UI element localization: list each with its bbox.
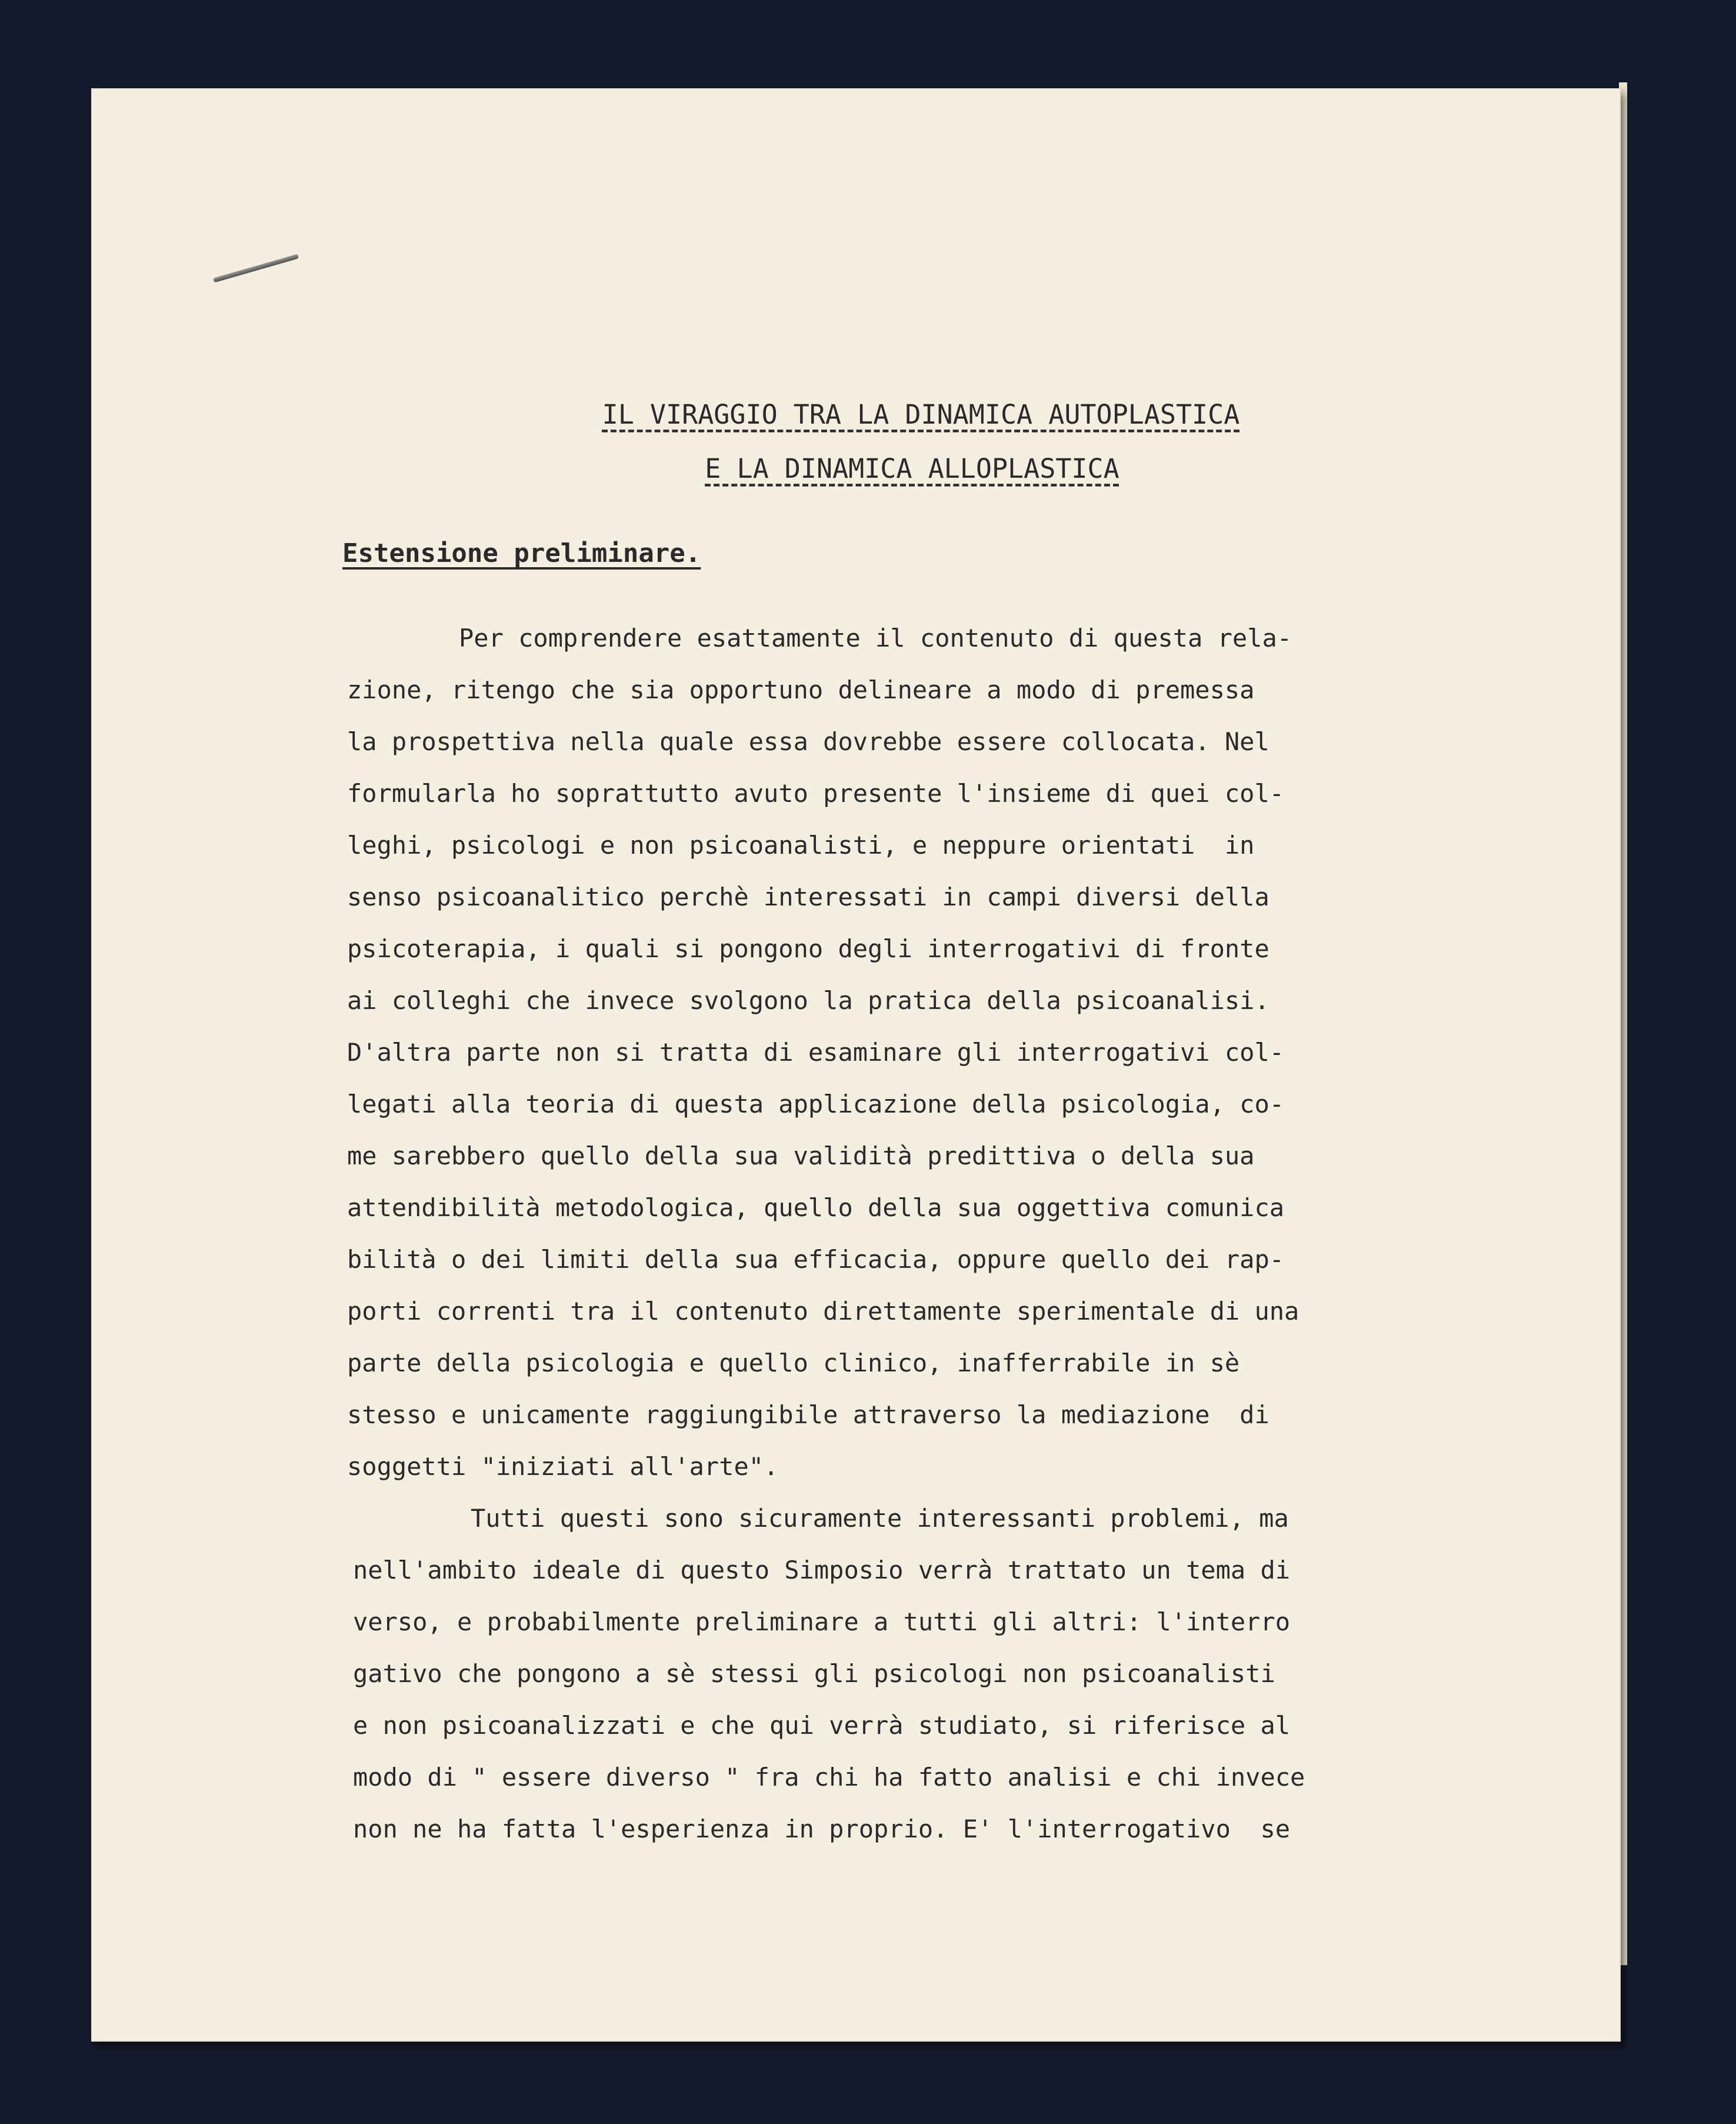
text-line: modo di " essere diverso " fra chi ha fatto analisi e chi invece <box>353 1763 1305 1792</box>
text-line: la prospettiva nella quale essa dovrebbe essere collocata. Nel <box>347 727 1269 756</box>
text-line: legati alla teoria di questa applicazione della psicologia, co- <box>347 1090 1285 1118</box>
text-line: e non psicoanalizzati e che qui verrà studiato, si riferisce al <box>353 1711 1291 1740</box>
document-title-line-2: E LA DINAMICA ALLOPLASTICA <box>705 453 1119 484</box>
text-line: porti correnti tra il contenuto direttamente sperimentale di una <box>347 1297 1299 1326</box>
text-line: D'altra parte non si tratta di esaminare gli interrogativi col- <box>347 1038 1285 1067</box>
text-line: zione, ritengo che sia opportuno delineare a modo di premessa <box>347 675 1255 704</box>
text-line: verso, e probabilmente preliminare a tutti gli altri: l'interro <box>353 1607 1291 1636</box>
text-line: senso psicoanalitico perchè interessati in campi diversi della <box>347 883 1269 911</box>
text-line: psicoterapia, i quali si pongono degli interrogativi di fronte <box>347 934 1269 963</box>
text-line: gativo che pongono a sè stessi gli psicologi non psicoanalisti <box>353 1659 1275 1688</box>
text-line: ai colleghi che invece svolgono la pratica della psicoanalisi. <box>347 986 1269 1015</box>
section-heading: Estensione preliminare. <box>342 538 701 568</box>
document-title-line-1: IL VIRAGGIO TRA LA DINAMICA AUTOPLASTICA <box>602 399 1240 430</box>
text-line: soggetti "iniziati all'arte". <box>347 1452 779 1481</box>
text-line: bilità o dei limiti della sua efficacia, oppure quello dei rap- <box>347 1245 1285 1274</box>
text-line: parte della psicologia e quello clinico, inafferrabile in sè <box>347 1349 1240 1377</box>
text-line: formularla ho soprattutto avuto presente l'insieme di quei col- <box>347 779 1285 808</box>
text-line: Per comprendere esattamente il contenuto di questa rela- <box>459 624 1292 652</box>
text-line: Tutti questi sono sicuramente interessanti problemi, ma <box>471 1504 1289 1533</box>
text-line: me sarebbero quello della sua validità predittiva o della sua <box>347 1141 1255 1170</box>
text-line: attendibilità metodologica, quello della sua oggettiva comunica <box>347 1193 1285 1222</box>
text-line: stesso e unicamente raggiungibile attraverso la mediazione di <box>347 1400 1269 1429</box>
text-line: non ne ha fatta l'esperienza in proprio. E' l'interrogativo se <box>353 1815 1291 1843</box>
text-line: leghi, psicologi e non psicoanalisti, e neppure orientati in <box>347 831 1255 860</box>
text-line: nell'ambito ideale di questo Simposio verrà trattato un tema di <box>353 1556 1291 1584</box>
